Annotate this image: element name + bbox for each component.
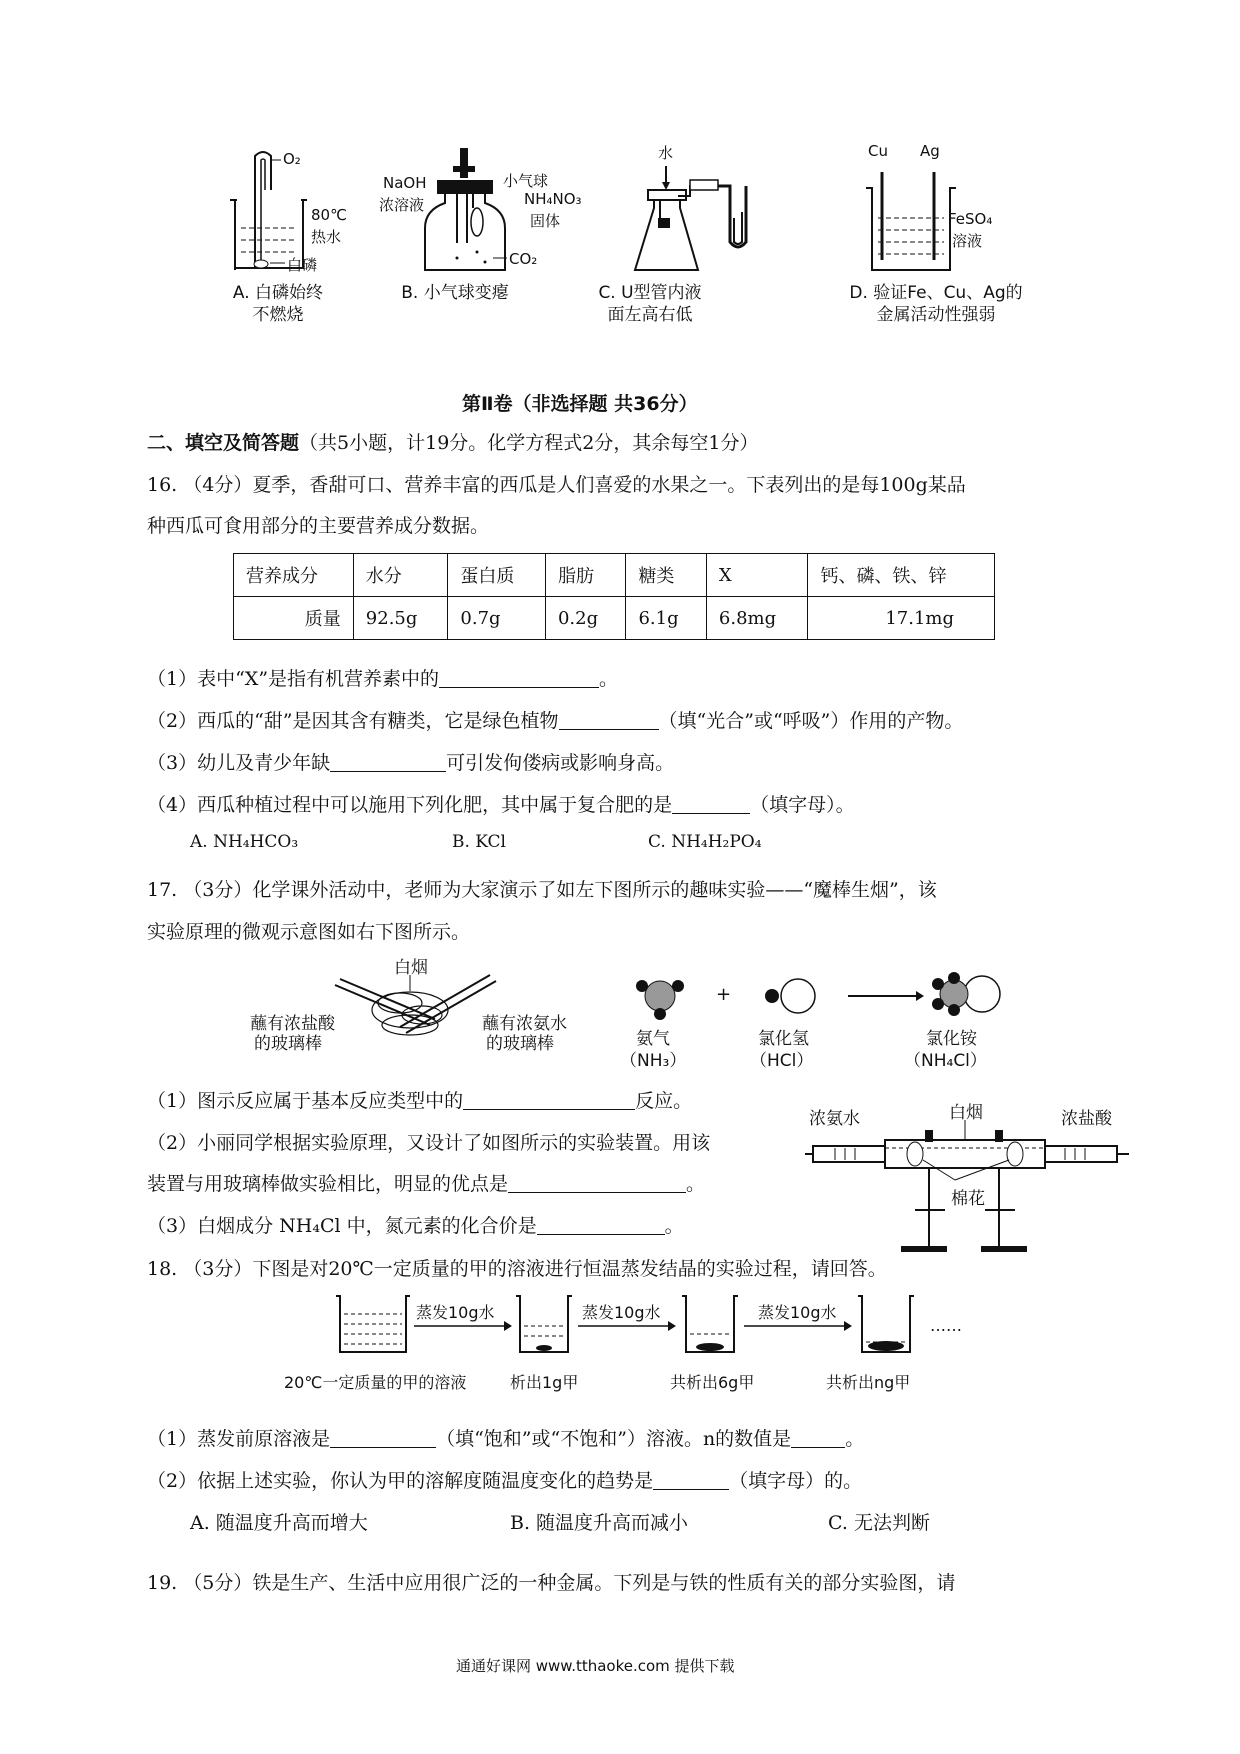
table-cell: 蛋白质 <box>448 554 546 597</box>
table-cell: 钙、磷、铁、锌 <box>808 554 995 597</box>
answer-blank[interactable] <box>330 1427 436 1448</box>
table-cell: 6.8mg <box>706 597 808 640</box>
label-white-smoke: 白烟 <box>394 958 428 978</box>
q16-s1 <box>147 664 618 691</box>
apparatus-figure <box>805 1103 1135 1260</box>
q17-s1-text: （1）图示反应属于基本反应类型中的 <box>147 1090 464 1112</box>
label-hot-water: 热水 <box>311 228 342 246</box>
q17-s3-text: （3）白烟成分 NH₄Cl 中，氮元素的化合价是 <box>147 1215 537 1237</box>
answer-blank[interactable] <box>508 1172 686 1193</box>
q16-s3 <box>147 748 674 775</box>
label-conc-ammonia: 浓氨水 <box>809 1109 860 1129</box>
figure-c-drawing <box>580 148 800 283</box>
caption-b <box>375 282 535 304</box>
label-water: 水 <box>658 144 674 162</box>
q17-line2: 实验原理的微观示意图如右下图所示。 <box>147 921 471 943</box>
label-evap-2: 蒸发10g水 <box>582 1303 661 1322</box>
label-solid: 固体 <box>530 212 561 230</box>
table-cell: X <box>706 554 808 597</box>
q17-s2-text: 装置与用玻璃棒做实验相比，明显的优点是 <box>147 1173 509 1195</box>
section2-heading: 二、填空及简答题 <box>147 432 300 454</box>
caption-b-line1: B. 小气球变瘪 <box>401 283 509 303</box>
q18-s2-text: （2）依据上述实验，你认为甲的溶解度随温度变化的趋势是 <box>147 1470 654 1492</box>
q18-s1-text: （1）蒸发前原溶液是 <box>147 1428 331 1450</box>
label-balloon: 小气球 <box>503 172 549 190</box>
q18-option-b: B. 随温度升高而减小 <box>510 1512 689 1534</box>
part2-title: 第Ⅱ卷（非选择题 共36分） <box>462 393 698 415</box>
label-beaker-2: 析出1g甲 <box>510 1373 579 1392</box>
caption-a <box>213 282 343 326</box>
table-cell: 糖类 <box>626 554 706 597</box>
label-conc-hcl: 浓盐酸 <box>1061 1109 1112 1129</box>
caption-a-line2: 不燃烧 <box>252 305 304 325</box>
answer-blank[interactable] <box>559 709 659 730</box>
label-evap-1: 蒸发10g水 <box>416 1303 495 1322</box>
label-white-p: 白磷 <box>287 256 318 274</box>
nutrition-table <box>233 553 995 640</box>
q18-line1: 18. （3分）下图是对20℃一定质量的甲的溶液进行恒温蒸发结晶的实验过程，请回答。 <box>147 1258 887 1280</box>
q16-s1-text: （1）表中“X”是指有机营养素中的 <box>147 668 440 690</box>
q16-s4-end: （填字母）。 <box>750 794 855 816</box>
label-ag: Ag <box>920 142 940 160</box>
q16-s2-end: （填“光合”或“呼吸”）作用的产物。 <box>658 710 964 732</box>
label-nh3-rod-2: 的玻璃棒 <box>486 1034 554 1054</box>
label-beaker-4: 共析出ng甲 <box>826 1373 911 1392</box>
label-naoh: NaOH <box>383 174 427 192</box>
q16-line1: 16. （4分）夏季，香甜可口、营养丰富的西瓜是人们喜爱的水果之一。下表列出的是每100g某品 <box>147 474 966 496</box>
q16-s2-text: （2）西瓜的“甜”是因其含有糖类，它是绿色植物 <box>147 710 559 732</box>
answer-blank[interactable] <box>791 1427 845 1448</box>
label-feso4: FeSO₄ <box>948 210 993 228</box>
table-cell: 0.7g <box>448 597 546 640</box>
label-beaker-3: 共析出6g甲 <box>670 1373 755 1392</box>
q16-s3-text: （3）幼儿及青少年缺 <box>147 752 331 774</box>
answer-blank[interactable] <box>330 751 446 772</box>
answer-blank[interactable] <box>463 1089 635 1110</box>
caption-c-line2: 面左高右低 <box>607 305 693 325</box>
figure-a <box>225 150 355 330</box>
q18-option-c: C. 无法判断 <box>828 1512 930 1534</box>
label-nh4cl-formula: （NH₄Cl） <box>904 1051 987 1071</box>
page-footer: 通通好课网 www.tthaoke.com 提供下载 <box>456 1657 735 1675</box>
table-cell: 水分 <box>353 554 448 597</box>
q17-line1: 17. （3分）化学课外活动中，老师为大家演示了如左下图所示的趣味实验——“魔棒生烟”，该 <box>147 879 937 901</box>
caption-d <box>836 282 1036 326</box>
label-solution: 溶液 <box>952 232 983 250</box>
label-evap-3: 蒸发10g水 <box>758 1303 837 1322</box>
q18-s2-end: （填字母）的。 <box>729 1470 863 1492</box>
answer-blank[interactable] <box>537 1214 665 1235</box>
label-nh4no3: NH₄NO₃ <box>524 190 582 208</box>
label-hcl: 氯化氢 <box>758 1029 809 1049</box>
q16-s1-end: 。 <box>599 668 619 690</box>
q16-line2: 种西瓜可食用部分的主要营养成分数据。 <box>147 515 490 537</box>
q16-option-a: A. NH₄HCO₃ <box>190 832 299 852</box>
q16-s3-end: 可引发佝偻病或影响身高。 <box>446 752 675 774</box>
table-cell: 6.1g <box>626 597 706 640</box>
q17-s3-end: 。 <box>664 1215 684 1237</box>
q16-s2 <box>147 706 963 733</box>
label-nh4cl: 氯化铵 <box>926 1029 977 1049</box>
table-cell: 17.1mg <box>808 597 995 640</box>
label-beaker-1: 20℃一定质量的甲的溶液 <box>284 1373 467 1392</box>
label-conc: 浓溶液 <box>379 196 425 214</box>
q18-s1-mid: （填“饱和”或“不饱和”）溶液。n的数值是 <box>436 1428 792 1450</box>
micro-reaction-figure <box>620 968 1010 1088</box>
caption-c-line1: C. U型管内液 <box>598 283 702 303</box>
caption-a-line1: A. 白磷始终 <box>232 283 324 303</box>
answer-blank[interactable] <box>439 667 599 688</box>
label-hcl-rod-1: 蘸有浓盐酸 <box>250 1014 335 1034</box>
label-ammonia: 氨气 <box>636 1029 670 1049</box>
label-dots: …… <box>930 1316 962 1335</box>
q17-s2-end: 。 <box>686 1173 706 1195</box>
q17-s3 <box>147 1211 684 1238</box>
plus-sign: + <box>716 984 732 1005</box>
label-co2: CO₂ <box>509 250 538 268</box>
table-cell: 质量 <box>234 597 354 640</box>
caption-d-line1: D. 验证Fe、Cu、Ag的 <box>849 283 1023 303</box>
evaporation-figure <box>284 1290 990 1400</box>
label-ammonia-formula: （NH₃） <box>620 1051 687 1071</box>
table-row <box>234 597 995 640</box>
micro-reaction-drawing <box>620 968 1010 1028</box>
label-temp: 80℃ <box>311 206 347 224</box>
q17-s1-end: 反应。 <box>635 1090 693 1112</box>
table-cell: 脂肪 <box>545 554 625 597</box>
q19-line1: 19. （5分）铁是生产、生活中应用很广泛的一种金属。下列是与铁的性质有关的部分实验图，请 <box>147 1572 956 1594</box>
answer-blank[interactable] <box>653 1469 729 1490</box>
label-hcl-rod-2: 的玻璃棒 <box>254 1034 322 1054</box>
q18-s1-end: 。 <box>845 1428 865 1450</box>
q16-option-b: B. KCl <box>452 832 506 852</box>
q16-s4 <box>147 790 855 817</box>
section2-note: （共5小题，计19分。化学方程式2分，其余每空1分） <box>299 432 759 454</box>
answer-blank[interactable] <box>672 793 750 814</box>
q17-s2 <box>147 1169 705 1196</box>
caption-d-line2: 金属活动性强弱 <box>876 305 996 325</box>
q17-s2-line1: （2）小丽同学根据实验原理，又设计了如图所示的实验装置。用该 <box>147 1132 711 1154</box>
label-app-smoke: 白烟 <box>949 1103 983 1123</box>
magic-rod-figure <box>250 955 580 1055</box>
q17-s1 <box>147 1086 692 1113</box>
label-o2: O₂ <box>283 150 301 168</box>
table-cell: 92.5g <box>353 597 448 640</box>
q18-s1 <box>147 1424 864 1451</box>
q18-option-a: A. 随温度升高而增大 <box>190 1512 368 1534</box>
figure-d <box>849 142 1060 330</box>
q18-s2 <box>147 1466 862 1493</box>
q16-option-c: C. NH₄H₂PO₄ <box>648 832 762 852</box>
label-cotton: 棉花 <box>951 1189 985 1209</box>
table-header-row <box>234 554 995 597</box>
caption-c <box>570 282 730 326</box>
label-cu: Cu <box>868 142 888 160</box>
label-nh3-rod-1: 蘸有浓氨水 <box>482 1014 567 1034</box>
section2-heading-line <box>147 428 758 455</box>
label-hcl-formula: （HCl） <box>750 1051 814 1071</box>
table-cell: 0.2g <box>545 597 625 640</box>
table-cell: 营养成分 <box>234 554 354 597</box>
q16-s4-text: （4）西瓜种植过程中可以施用下列化肥，其中属于复合肥的是 <box>147 794 673 816</box>
